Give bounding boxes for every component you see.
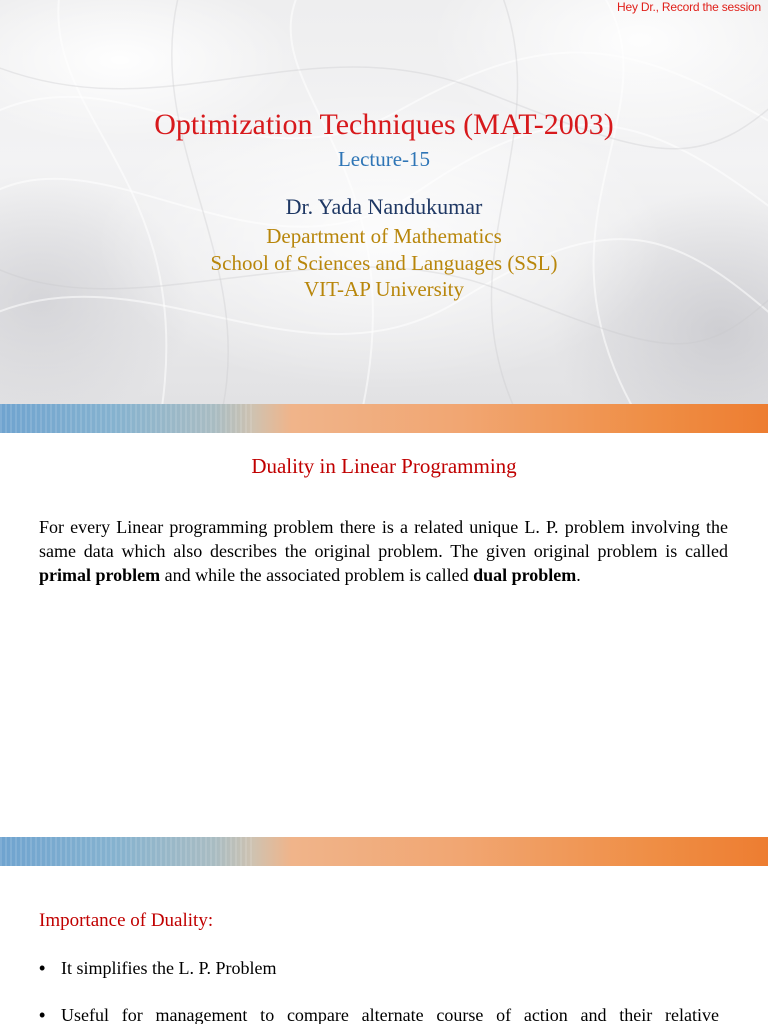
list-item-text: It simplifies the L. P. Problem — [61, 958, 277, 978]
importance-heading: Importance of Duality: — [39, 910, 214, 931]
university-name: VIT-AP University — [303, 277, 465, 301]
duality-heading: Duality in Linear Programming — [251, 454, 517, 478]
primal-problem-term: primal problem — [39, 565, 161, 585]
lecture-number: Lecture-15 — [337, 147, 431, 171]
school-name: School of Sciences and Languages (SSL) — [210, 251, 558, 275]
author-name: Dr. Yada Nandukumar — [285, 194, 483, 219]
department-name: Department of Mathematics — [266, 224, 502, 248]
bullet-icon: • — [39, 958, 46, 978]
session-reminder-note: Hey Dr., Record the session — [617, 0, 761, 14]
slide-divider-band — [0, 404, 768, 433]
list-item — [39, 1005, 729, 1024]
bullet-icon: • — [39, 1005, 46, 1024]
list-item — [39, 958, 729, 979]
slide-divider-band — [0, 837, 768, 866]
dual-problem-term: dual problem — [473, 565, 577, 585]
paragraph-end: . — [576, 565, 581, 585]
paragraph-text: For every Linear programming problem there is a related unique L. P. problem involving the same data which also describes the original problem. The given original problem is called — [39, 517, 728, 561]
paragraph-text: and while the associated problem is called — [160, 565, 474, 585]
duality-definition-paragraph — [39, 515, 728, 587]
title-slide — [0, 0, 768, 404]
course-title: Optimization Techniques (MAT-2003) — [154, 108, 614, 141]
list-item-text: Useful for management to compare alternate course of action and their relative — [61, 1005, 719, 1024]
